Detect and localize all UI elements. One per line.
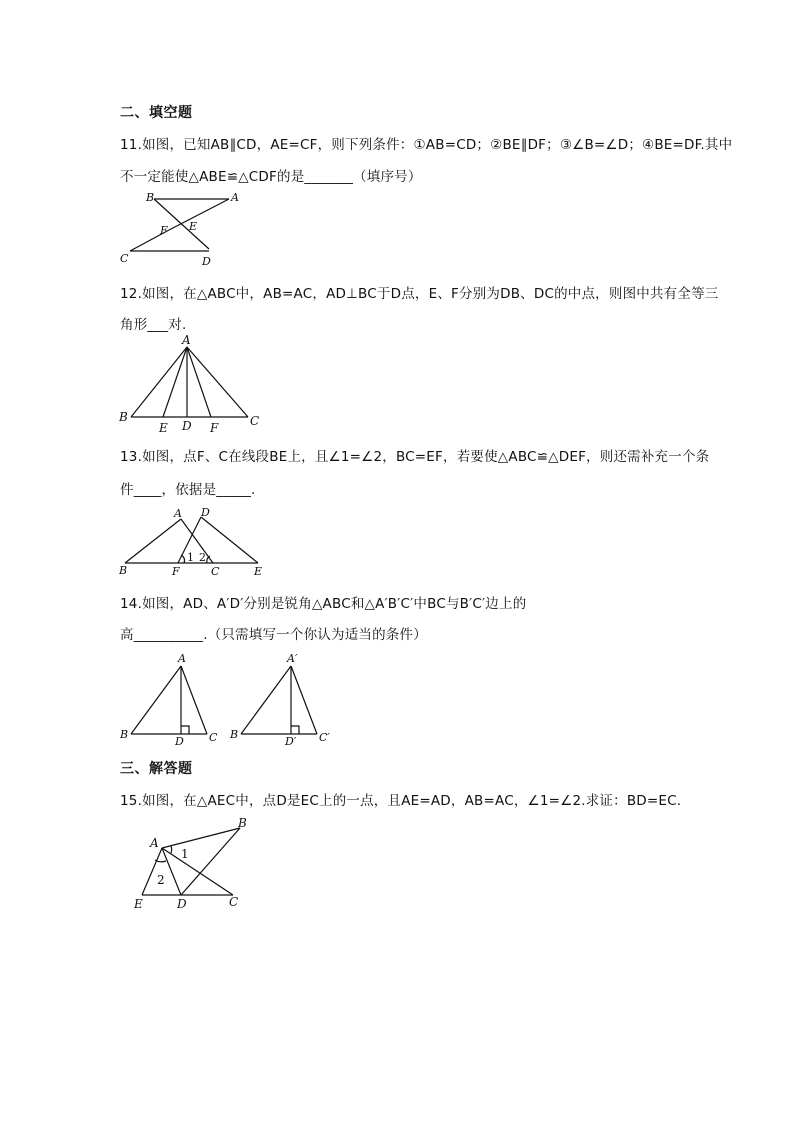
q11-text-line1: 11.如图，已知AB∥CD，AE=CF，则下列条件：①AB=CD；②BE∥DF；③∠B=∠D；④BE=DF.其中 bbox=[120, 137, 733, 153]
q12-figure bbox=[115, 333, 275, 435]
q13-label-angle2: 2 bbox=[199, 551, 206, 564]
section-answer-title: 三、解答题 bbox=[120, 761, 193, 777]
q13-label-B: B bbox=[119, 564, 128, 577]
q14-label-B-prime: B bbox=[230, 728, 239, 741]
q14-label-D: D bbox=[175, 735, 184, 748]
q14-text-line2: 高__________.（只需填写一个你认为适当的条件） bbox=[120, 627, 427, 643]
q11-label-F: F bbox=[160, 224, 168, 237]
q15-label-angle2: 2 bbox=[157, 873, 165, 887]
q14-label-C: C bbox=[209, 731, 218, 744]
q12-text-line2: 角形___对. bbox=[120, 317, 187, 333]
q13-text-line1: 13.如图，点F、C在线段BE上，且∠1=∠2，BC=EF，若要使△ABC≌△DEF，则还需补充一个条 bbox=[120, 449, 710, 465]
q12-label-C: C bbox=[250, 414, 260, 428]
q15-label-D: D bbox=[177, 897, 187, 911]
q13-text-line2: 件____，依据是_____. bbox=[120, 482, 256, 498]
q13-figure bbox=[115, 503, 275, 577]
q14-label-D-prime: D′ bbox=[285, 735, 297, 748]
q13-label-A: A bbox=[174, 507, 182, 520]
q12-label-D: D bbox=[182, 419, 192, 433]
q14-label-A-prime: A′ bbox=[287, 652, 298, 665]
q12-label-B: B bbox=[119, 410, 128, 424]
q14-label-C-prime: C′ bbox=[319, 731, 330, 744]
q11-text-line2: 不一定能使△ABE≌△CDF的是_______（填序号） bbox=[120, 169, 422, 185]
q11-label-B: B bbox=[146, 191, 155, 204]
q13-label-E: E bbox=[254, 565, 263, 578]
q14-label-B: B bbox=[120, 728, 129, 741]
q15-label-angle1: 1 bbox=[181, 847, 189, 861]
q13-label-D: D bbox=[201, 506, 210, 519]
q13-label-F: F bbox=[172, 565, 180, 578]
q15-text-line1: 15.如图，在△AEC中，点D是EC上的一点，且AE=AD，AB=AC，∠1=∠2.求证：BD=EC. bbox=[120, 793, 682, 809]
q11-label-A: A bbox=[231, 191, 239, 204]
q14-figure bbox=[115, 650, 345, 746]
q11-figure bbox=[110, 188, 250, 270]
q15-label-E: E bbox=[134, 897, 143, 911]
q11-label-D: D bbox=[202, 255, 211, 268]
q15-label-A: A bbox=[150, 836, 159, 850]
q12-text-line1: 12.如图，在△ABC中，AB=AC，AD⊥BC于D点，E、F分别为DB、DC的中点，则图中共有全等三 bbox=[120, 286, 719, 302]
q15-label-B: B bbox=[238, 816, 247, 830]
section-fill-in-title: 二、填空题 bbox=[120, 105, 193, 121]
q14-label-A: A bbox=[178, 652, 186, 665]
q13-label-angle1: 1 bbox=[187, 551, 194, 564]
q14-text-line1: 14.如图，AD、A′D′分别是锐角△ABC和△A′B′C′中BC与B′C′边上的 bbox=[120, 596, 527, 612]
q11-label-E: E bbox=[189, 220, 198, 233]
q11-label-C: C bbox=[120, 252, 129, 265]
q15-label-C: C bbox=[229, 895, 239, 909]
q12-label-F: F bbox=[210, 421, 219, 435]
q12-label-E: E bbox=[159, 421, 168, 435]
q13-label-C: C bbox=[211, 565, 220, 578]
q12-label-A: A bbox=[182, 333, 191, 347]
q15-figure bbox=[125, 815, 265, 911]
